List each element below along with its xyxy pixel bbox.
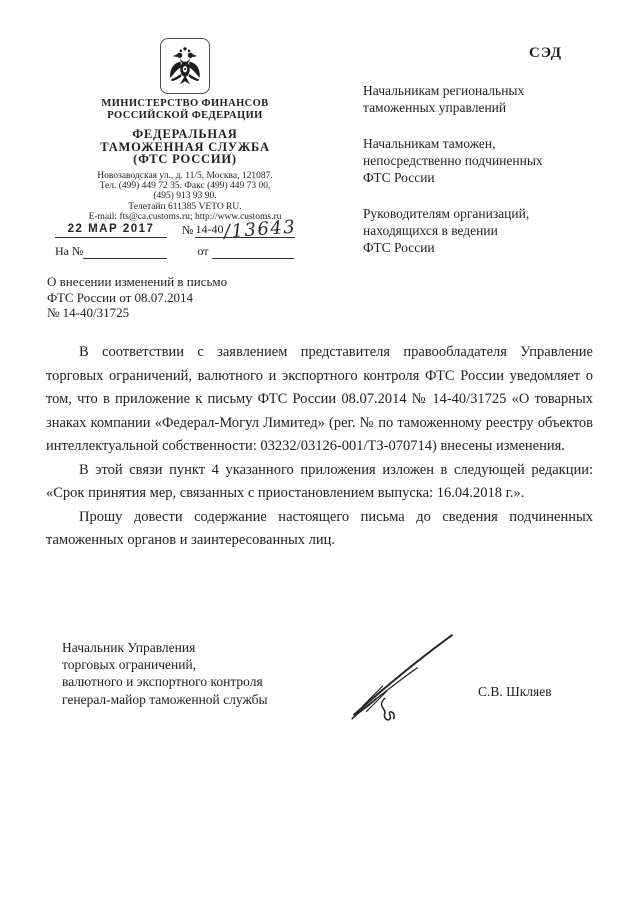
number-sign: № <box>182 223 194 237</box>
subject <box>47 274 347 321</box>
outgoing-number-field <box>195 216 298 243</box>
addressees <box>363 82 598 275</box>
letterhead <box>42 38 328 223</box>
subject-line: № 14-40/31725 <box>47 305 130 320</box>
date-field <box>55 221 167 238</box>
reply-number-field <box>83 246 167 259</box>
outgoing-reference-row <box>55 216 305 243</box>
handwritten-number: /13643 <box>223 216 298 243</box>
signatory-name: С.В. Шкляев <box>478 684 552 699</box>
handwritten-signature-mark <box>344 625 466 727</box>
subject-line: О внесении изменений в письмо <box>47 274 228 289</box>
addressee-block: Руководителям организаций, находящихся в ведении ФТС России <box>363 206 530 255</box>
signatory-position: Начальник Управления торговых ограничений, валютного и экспортного контроля генерал-майор таможенной службы <box>62 640 268 707</box>
number-printed: 14-40 <box>195 222 224 236</box>
reply-date-field <box>212 246 294 259</box>
addressee-block: Начальникам таможен, непосредственно подчиненных ФТС России <box>363 136 543 185</box>
sed-label: СЭД <box>529 45 563 61</box>
date-stamp: 22 МАР 2017 <box>67 223 155 235</box>
body-paragraph: В соответствии с заявлением представителя правообладателя Управление торговых ограничений, валютного и экспортного контроля ФТС России уведомляет о том, что в приложение к письму ФТС России 08.07.2014 № 14-40/31725 «О товарных знаках компании «Федерал-Могул Лимитед» (рег. № по таможенному реестру объектов интеллектуальной собственности: 03232/03126-001/ТЗ-070714) внесены изменения. <box>46 344 593 454</box>
subject-line: ФТС России от 08.07.2014 <box>47 289 194 305</box>
ministry-name: МИНИСТЕРСТВО ФИНАНСОВ РОССИЙСКОЙ ФЕДЕРАЦИИ <box>101 98 269 121</box>
letter-body <box>46 341 593 553</box>
coat-of-arms-icon <box>160 38 210 94</box>
reply-reference-row <box>55 244 305 259</box>
body-paragraph: В этой связи пункт 4 указанного приложения изложен в следующей редакции: «Срок принятия мер, связанных с приостановлением выпуска: 16.04.2018 г.». <box>46 461 593 501</box>
outgoing-number <box>182 216 298 243</box>
reply-number-label: На № <box>55 244 84 258</box>
agency-address: Новозаводская ул., д. 11/5, Москва, 121087. Тел. (499) 449 72 35. Факс (499) 449 73 00, (495) 913 93 90. Телетайп 611385 VETO RU. E-mail: fts@ca.customs.ru; http://www.customs.ru <box>88 170 282 223</box>
agency-name: ФЕДЕРАЛЬНАЯ ТАМОЖЕННАЯ СЛУЖБА (ФТС РОССИИ) <box>100 127 270 166</box>
reply-date-label: от <box>197 244 209 258</box>
reference-block <box>55 216 305 259</box>
addressee-block: Начальникам региональных таможенных управлений <box>363 83 525 115</box>
signature-block <box>62 639 594 749</box>
body-paragraph: Прошу довести содержание настоящего письма до сведения подчиненных таможенных органов и заинтересованных лиц. <box>46 508 593 548</box>
